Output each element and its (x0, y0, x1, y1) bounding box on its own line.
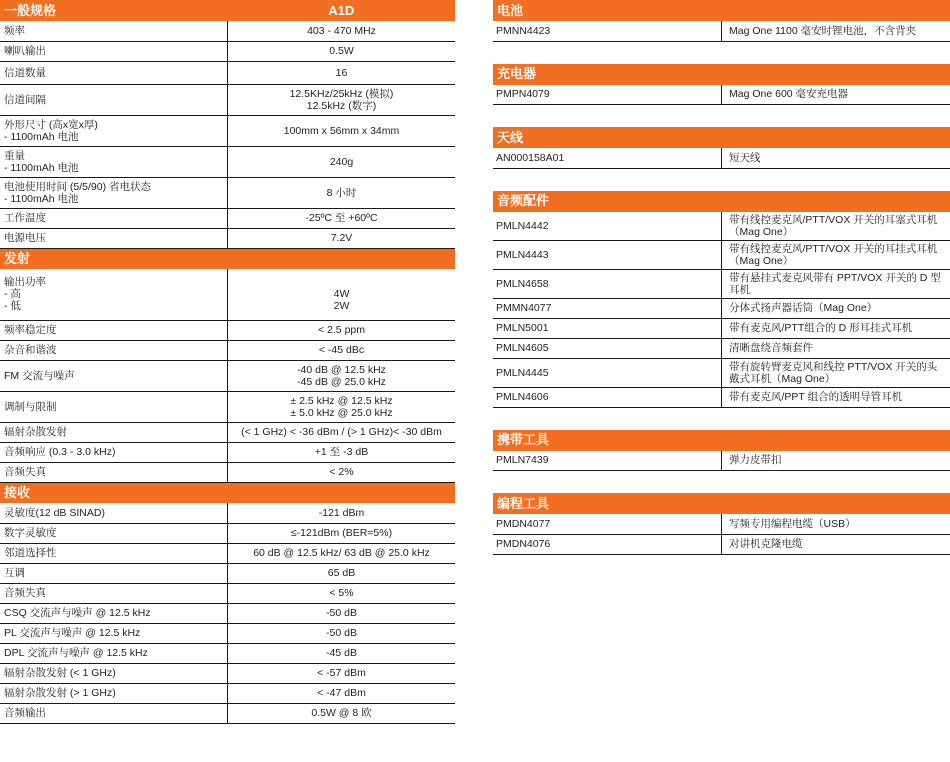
part-description: 对讲机克隆电缆 (722, 534, 950, 554)
table-row (0, 563, 455, 583)
spec-value: ± 2.5 kHz @ 12.5 kHz ± 5.0 kHz @ 25.0 kHz (228, 391, 456, 422)
carry-header-row (493, 430, 950, 451)
table-row (0, 643, 455, 663)
charger-table (493, 64, 950, 106)
spec-label: CSQ 交流声与噪声 @ 12.5 kHz (0, 603, 228, 623)
part-code: PMMN4077 (493, 298, 722, 318)
carry-section-title: 携带工具 (493, 430, 950, 451)
part-code: PMLN4443 (493, 240, 722, 269)
spec-value: -50 dB (228, 623, 456, 643)
part-description: 清晰盘绕音频套件 (722, 338, 950, 358)
accessories-column (493, 0, 950, 577)
part-code: PMLN4445 (493, 358, 722, 387)
part-code: PMLN4442 (493, 212, 722, 241)
spec-value: -45 dB (228, 643, 456, 663)
spec-label: 频率稳定度 (0, 320, 228, 340)
part-description: 带有悬挂式麦克风带有 PPT/VOX 开关的 D 型耳机 (722, 269, 950, 298)
table-row (493, 338, 950, 358)
spec-value: 16 (228, 61, 456, 84)
spec-label: 邻道选择性 (0, 543, 228, 563)
charger-section-title: 充电器 (493, 64, 950, 85)
table-row (493, 269, 950, 298)
part-code: PMDN4076 (493, 534, 722, 554)
table-row (0, 21, 455, 41)
transmit-section-title: 发射 (0, 248, 455, 269)
part-code: PMLN4658 (493, 269, 722, 298)
part-code: PMLN7439 (493, 451, 722, 471)
spec-value: 65 dB (228, 563, 456, 583)
spec-value: 12.5KHz/25kHz (模拟) 12.5kHz (数字) (228, 84, 456, 115)
spec-value: < -47 dBm (228, 683, 456, 703)
table-row (493, 85, 950, 105)
table-row (0, 61, 455, 84)
table-row (493, 318, 950, 338)
table-row (493, 358, 950, 387)
table-row (0, 146, 455, 177)
spec-value: 403 - 470 MHz (228, 21, 456, 41)
general-header-row (0, 0, 455, 21)
table-row (0, 228, 455, 248)
charger-header-row (493, 64, 950, 85)
spec-label: 电池使用时间 (5/5/90) 省电状态 - 1100mAh 电池 (0, 177, 228, 208)
table-row (493, 212, 950, 241)
spec-label: 信道间隔 (0, 84, 228, 115)
spec-value: -121 dBm (228, 503, 456, 523)
carry-accessories-table (493, 430, 950, 472)
spec-label: 辐射杂散发射 (0, 422, 228, 442)
part-description: 带有旋转臂麦克风和线控 PTT/VOX 开关的头戴式耳机（Mag One） (722, 358, 950, 387)
spec-label: 音频响应 (0.3 - 3.0 kHz) (0, 442, 228, 462)
table-row (493, 514, 950, 534)
spec-value: < -57 dBm (228, 663, 456, 683)
audio-section-title: 音频配件 (493, 191, 950, 212)
spec-value: < -45 dBc (228, 340, 456, 360)
spec-value: +1 至 -3 dB (228, 442, 456, 462)
table-row (0, 623, 455, 643)
audio-accessories-table (493, 191, 950, 408)
part-code: PMDN4077 (493, 514, 722, 534)
programming-tools-table (493, 493, 950, 555)
table-row (0, 84, 455, 115)
part-code: PMLN5001 (493, 318, 722, 338)
part-description: 带有麦克风/PPT 组合的透明导管耳机 (722, 387, 950, 407)
spec-label: PL 交流声与噪声 @ 12.5 kHz (0, 623, 228, 643)
antenna-section-title: 天线 (493, 127, 950, 148)
program-section-title: 编程工具 (493, 493, 950, 514)
receive-header-row (0, 482, 455, 503)
table-row (0, 269, 455, 320)
spec-value: 60 dB @ 12.5 kHz/ 63 dB @ 25.0 kHz (228, 543, 456, 563)
table-row (493, 21, 950, 41)
part-code: PMLN4606 (493, 387, 722, 407)
spec-label: 信道数量 (0, 61, 228, 84)
table-row (0, 422, 455, 442)
part-description: 带有线控麦克风/PTT/VOX 开关的耳塞式耳机（Mag One） (722, 212, 950, 241)
table-row (0, 41, 455, 61)
audio-header-row (493, 191, 950, 212)
table-row (493, 534, 950, 554)
receive-section-title: 接收 (0, 482, 455, 503)
table-row (0, 583, 455, 603)
table-row (0, 115, 455, 146)
spec-value: 7.2V (228, 228, 456, 248)
part-description: 写频专用编程电缆（USB） (722, 514, 950, 534)
table-row (0, 340, 455, 360)
spec-label: FM 交流与噪声 (0, 360, 228, 391)
spec-value: < 2% (228, 462, 456, 482)
part-code: PMPN4079 (493, 85, 722, 105)
table-row (0, 703, 455, 723)
spec-label: 喇叭输出 (0, 41, 228, 61)
spec-table (0, 0, 455, 724)
battery-table (493, 0, 950, 42)
spec-value: 4W 2W (228, 269, 456, 320)
antenna-header-row (493, 127, 950, 148)
table-row (0, 360, 455, 391)
spec-value: -50 dB (228, 603, 456, 623)
table-row (0, 462, 455, 482)
spec-value: 8 小时 (228, 177, 456, 208)
part-code: AN000158A01 (493, 148, 722, 168)
spec-label: 调制与限制 (0, 391, 228, 422)
spec-value: (< 1 GHz) < -36 dBm / (> 1 GHz)< -30 dBm (228, 422, 456, 442)
table-row (493, 451, 950, 471)
part-description: Mag One 600 毫安充电器 (722, 85, 950, 105)
spec-value: 100mm x 56mm x 34mm (228, 115, 456, 146)
table-row (0, 177, 455, 208)
spec-label: 辐射杂散发射 (> 1 GHz) (0, 683, 228, 703)
table-row (0, 320, 455, 340)
spec-value: 240g (228, 146, 456, 177)
part-description: Mag One 1100 毫安时锂电池，不含背夹 (722, 21, 950, 41)
spec-label: 数字灵敏度 (0, 523, 228, 543)
spec-label: 辐射杂散发射 (< 1 GHz) (0, 663, 228, 683)
part-code: PMLN4605 (493, 338, 722, 358)
part-description: 带有线控麦克风/PTT/VOX 开关的耳挂式耳机（Mag One） (722, 240, 950, 269)
table-row (493, 240, 950, 269)
table-row (0, 391, 455, 422)
spec-value: < 2.5 ppm (228, 320, 456, 340)
part-description: 弹力皮带扣 (722, 451, 950, 471)
spec-label: 音频失真 (0, 462, 228, 482)
spec-label: 工作温度 (0, 208, 228, 228)
table-row (0, 442, 455, 462)
part-code: PMNN4423 (493, 21, 722, 41)
table-row (0, 523, 455, 543)
table-row (0, 543, 455, 563)
program-header-row (493, 493, 950, 514)
table-row (493, 298, 950, 318)
spec-label: DPL 交流声与噪声 @ 12.5 kHz (0, 643, 228, 663)
battery-section-title: 电池 (493, 0, 950, 21)
part-description: 短天线 (722, 148, 950, 168)
spec-label: 频率 (0, 21, 228, 41)
spec-label: 电源电压 (0, 228, 228, 248)
spec-label: 输出功率 - 高 - 低 (0, 269, 228, 320)
part-description: 分体式扬声器话筒（Mag One） (722, 298, 950, 318)
antenna-table (493, 127, 950, 169)
spec-value: 0.5W @ 8 欧 (228, 703, 456, 723)
spec-value: < 5% (228, 583, 456, 603)
general-section-title: 一般规格 (0, 0, 228, 21)
spec-label: 外形尺寸 (高x宽x厚) - 1100mAh 电池 (0, 115, 228, 146)
table-row (493, 148, 950, 168)
spec-value: -40 dB @ 12.5 kHz -45 dB @ 25.0 kHz (228, 360, 456, 391)
spec-label: 重量 - 1100mAh 电池 (0, 146, 228, 177)
spec-label: 互调 (0, 563, 228, 583)
table-row (0, 503, 455, 523)
battery-header-row (493, 0, 950, 21)
spec-value: ≤-121dBm (BER=5%) (228, 523, 456, 543)
spec-label: 灵敏度(12 dB SINAD) (0, 503, 228, 523)
table-row (493, 387, 950, 407)
table-row (0, 603, 455, 623)
spec-value: -25ºC 至 +60ºC (228, 208, 456, 228)
part-description: 带有麦克风/PTT组合的 D 形耳挂式耳机 (722, 318, 950, 338)
spec-column (0, 0, 455, 724)
spec-label: 音频失真 (0, 583, 228, 603)
model-name: A1D (228, 0, 456, 21)
spec-value: 0.5W (228, 41, 456, 61)
spec-label: 音频输出 (0, 703, 228, 723)
table-row (0, 208, 455, 228)
spec-label: 杂音和谐波 (0, 340, 228, 360)
transmit-header-row (0, 248, 455, 269)
table-row (0, 663, 455, 683)
table-row (0, 683, 455, 703)
